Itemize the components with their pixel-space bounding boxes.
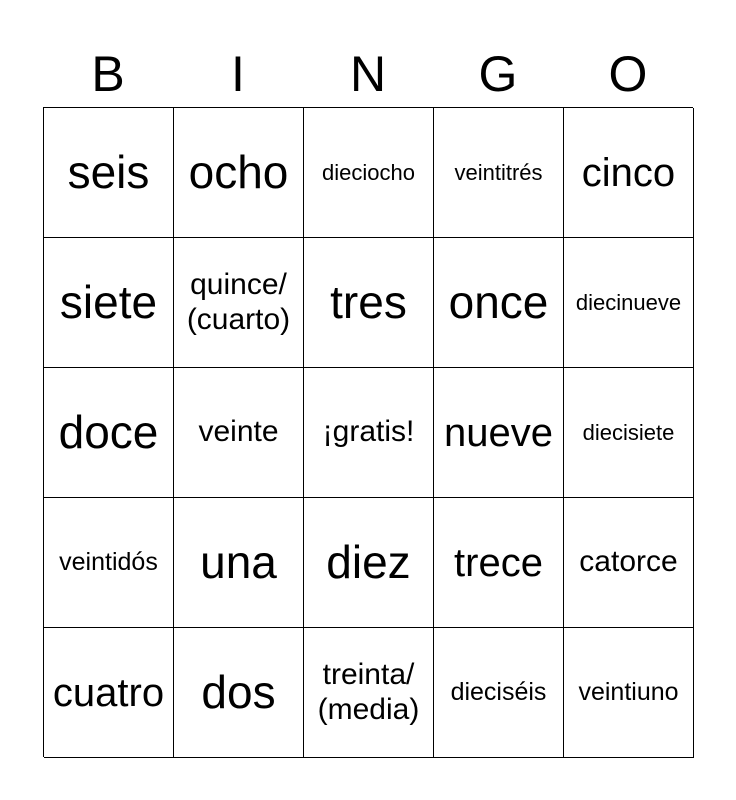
bingo-cell[interactable]: diez: [304, 498, 434, 628]
bingo-board: [43, 107, 693, 757]
bingo-cell[interactable]: veinte: [174, 368, 304, 498]
bingo-cell[interactable]: diecisiete: [564, 368, 694, 498]
header-letter-o: O: [608, 46, 648, 102]
bingo-cell[interactable]: nueve: [434, 368, 564, 498]
bingo-cell[interactable]: dieciocho: [304, 108, 434, 238]
header-letter-n: N: [349, 46, 387, 102]
bingo-header: [43, 44, 693, 104]
header-letter-g: G: [478, 46, 518, 102]
bingo-cell[interactable]: quince/ (cuarto): [174, 238, 304, 368]
bingo-cell[interactable]: veintitrés: [434, 108, 564, 238]
bingo-cell[interactable]: dieciséis: [434, 628, 564, 758]
bingo-cell[interactable]: veintiuno: [564, 628, 694, 758]
bingo-cell[interactable]: tres: [304, 238, 434, 368]
bingo-cell[interactable]: cinco: [564, 108, 694, 238]
bingo-cell[interactable]: doce: [44, 368, 174, 498]
bingo-cell[interactable]: trece: [434, 498, 564, 628]
bingo-cell[interactable]: ¡gratis!: [304, 368, 434, 498]
header-letter-b: B: [91, 46, 125, 102]
header-letter-i: I: [231, 46, 245, 102]
bingo-cell[interactable]: cuatro: [44, 628, 174, 758]
bingo-cell[interactable]: una: [174, 498, 304, 628]
bingo-cell[interactable]: seis: [44, 108, 174, 238]
bingo-cell[interactable]: once: [434, 238, 564, 368]
bingo-cell[interactable]: dos: [174, 628, 304, 758]
bingo-cell[interactable]: diecinueve: [564, 238, 694, 368]
bingo-cell[interactable]: siete: [44, 238, 174, 368]
bingo-cell[interactable]: veintidós: [44, 498, 174, 628]
bingo-cell[interactable]: catorce: [564, 498, 694, 628]
bingo-cell[interactable]: treinta/ (media): [304, 628, 434, 758]
bingo-cell[interactable]: ocho: [174, 108, 304, 238]
